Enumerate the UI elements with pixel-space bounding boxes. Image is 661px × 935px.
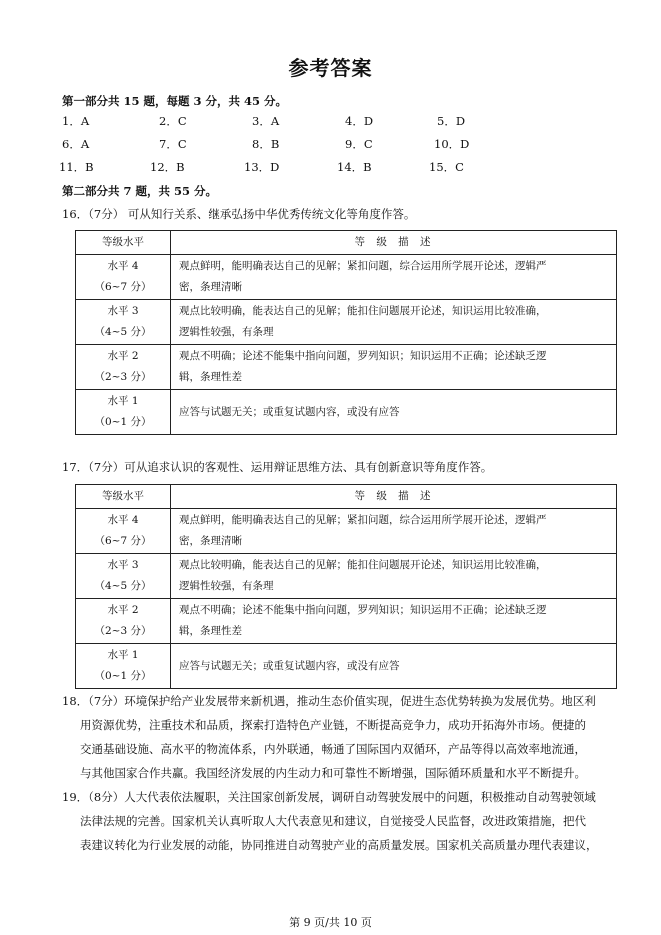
header-description: 等 级 描 述 [171, 485, 617, 509]
answer-3: 3．A [252, 114, 280, 128]
header-level: 等级水平 [76, 485, 171, 509]
level-cell: 水平 3 （4~5 分） [76, 300, 171, 345]
header-description: 等 级 描 述 [171, 231, 617, 255]
answer-5: 5．D [437, 114, 466, 128]
q17-rubric-table [75, 484, 617, 689]
table-row [76, 345, 617, 390]
q18-answer [62, 689, 616, 785]
table-row [76, 509, 617, 554]
description-cell: 观点比较明确，能表达自己的见解；能扣住问题展开论述，知识运用比较准确， 逻辑性较强，有条理 [171, 554, 617, 599]
q18-line-4: 与其他国家合作共赢。我国经济发展的内生动力和可靠性不断增强，国际循环质量和水平不断提升。 [80, 766, 586, 780]
q18-line-2: 用资源优势，注重技术和品质，探索打造特色产业链，不断提高竞争力，成功开拓海外市场。便捷的 [80, 718, 586, 732]
level-cell: 水平 4 （6~7 分） [76, 509, 171, 554]
answer-14: 14．B [337, 160, 372, 174]
page-title: 参考答案 [288, 56, 373, 80]
table-row [76, 644, 617, 689]
answer-8: 8．B [252, 137, 280, 151]
description-cell: 观点鲜明，能明确表达自己的见解；紧扣问题，综合运用所学展开论述，逻辑严 密，条理清晰 [171, 509, 617, 554]
answer-6: 6．A [62, 137, 90, 151]
part1-heading: 第一部分共 15 题，每题 3 分，共 45 分。 [62, 94, 288, 108]
q16-intro: 16．（7分） 可从知行关系、继承弘扬中华优秀传统文化等角度作答。 [62, 207, 416, 221]
answer-11: 11．B [59, 160, 94, 174]
level-cell: 水平 1 （0~1 分） [76, 644, 171, 689]
answer-12: 12．B [150, 160, 185, 174]
level-cell: 水平 3 （4~5 分） [76, 554, 171, 599]
answer-10: 10．D [434, 137, 470, 151]
q17-intro: 17．（7分）可从追求认识的客观性、运用辩证思维方法、具有创新意识等角度作答。 [62, 460, 493, 474]
page-footer: 第 9 页/共 10 页 [289, 916, 372, 929]
description-cell: 观点鲜明，能明确表达自己的见解；紧扣问题，综合运用所学展开论述，逻辑严 密，条理清晰 [171, 255, 617, 300]
description-cell: 观点不明确；论述不能集中指向问题，罗列知识；知识运用不正确；论述缺乏逻 辑，条理性差 [171, 599, 617, 644]
answer-13: 13．D [244, 160, 280, 174]
level-cell: 水平 4 （6~7 分） [76, 255, 171, 300]
q19-line-3: 表建议转化为行业发展的动能，协同推进自动驾驶产业的高质量发展。国家机关高质量办理代表建议， [80, 838, 598, 852]
description-cell: 观点不明确；论述不能集中指向问题，罗列知识；知识运用不正确；论述缺乏逻 辑，条理性差 [171, 345, 617, 390]
q16-rubric-table [75, 230, 617, 435]
q19-answer [62, 785, 616, 857]
q19-line-2: 法律法规的完善。国家机关认真听取人大代表意见和建议，自觉接受人民监督，改进政策措施，把代 [80, 814, 586, 828]
table-row [76, 599, 617, 644]
table-row [76, 390, 617, 435]
description-cell: 观点比较明确，能表达自己的见解；能扣住问题展开论述，知识运用比较准确， 逻辑性较强，有条理 [171, 300, 617, 345]
table-header-row [76, 485, 617, 509]
level-cell: 水平 2 （2~3 分） [76, 599, 171, 644]
level-cell: 水平 1 （0~1 分） [76, 390, 171, 435]
answer-15: 15．C [429, 160, 464, 174]
part2-heading: 第二部分共 7 题，共 55 分。 [62, 184, 218, 198]
table-row [76, 300, 617, 345]
answer-1: 1．A [62, 114, 90, 128]
table-row [76, 255, 617, 300]
answer-7: 7．C [159, 137, 187, 151]
q19-line-1: 19．（8分）人大代表依法履职，关注国家创新发展，调研自动驾驶发展中的问题，积极推动自动驾驶领域 [62, 790, 596, 804]
header-level: 等级水平 [76, 231, 171, 255]
answer-4: 4．D [345, 114, 374, 128]
answer-2: 2．C [159, 114, 187, 128]
level-cell: 水平 2 （2~3 分） [76, 345, 171, 390]
description-cell: 应答与试题无关；或重复试题内容，或没有应答 [171, 644, 617, 689]
q18-line-1: 18．（7分）环境保护给产业发展带来新机遇，推动生态价值实现，促进生态优势转换为发展优势。地区利 [62, 694, 596, 708]
table-row [76, 554, 617, 599]
q18-line-3: 交通基础设施、高水平的物流体系，内外联通，畅通了国际国内双循环，产品等得以高效率地流通， [80, 742, 586, 756]
description-cell: 应答与试题无关；或重复试题内容，或没有应答 [171, 390, 617, 435]
table-header-row [76, 231, 617, 255]
answer-9: 9．C [345, 137, 373, 151]
